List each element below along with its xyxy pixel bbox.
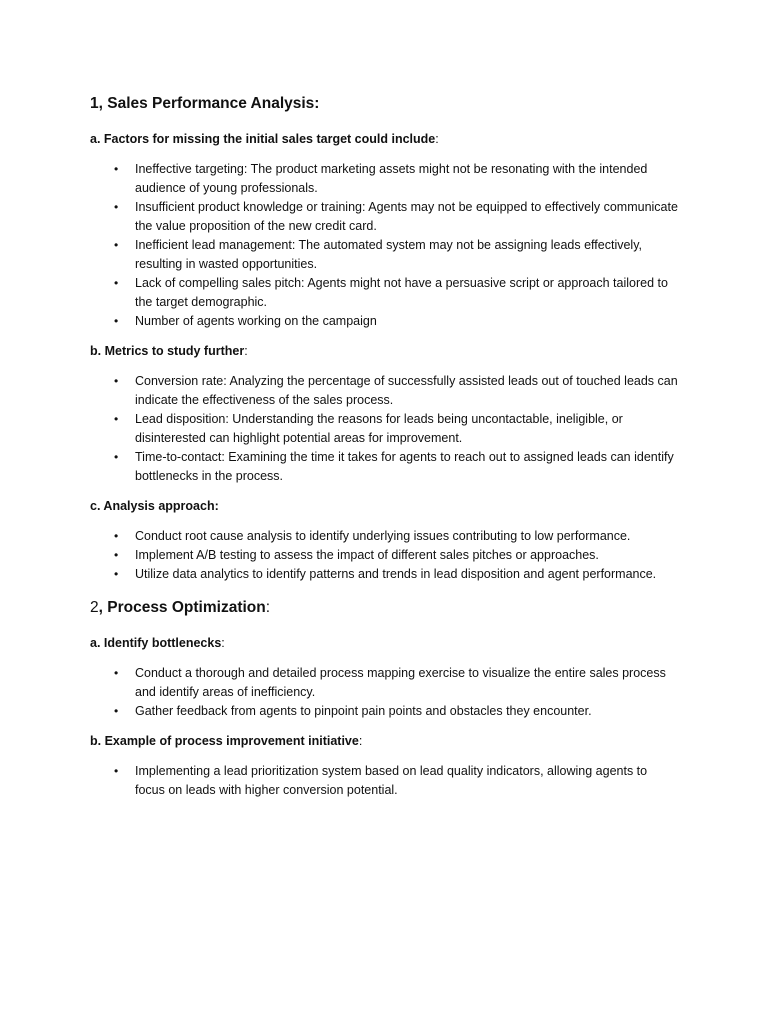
section-2-title: , Process Optimization <box>98 599 266 616</box>
list-item <box>90 312 680 331</box>
list-item <box>90 198 680 236</box>
section-1b-heading <box>90 343 690 360</box>
document-page <box>90 94 690 812</box>
section-1a-colon: : <box>435 132 439 146</box>
bullet-icon: • <box>114 548 119 562</box>
section-1-heading <box>90 94 690 114</box>
bullet-icon: • <box>114 238 119 252</box>
list-item <box>90 702 680 721</box>
section-2a-heading-text: a. Identify bottlenecks <box>90 636 222 650</box>
section-2b-colon: : <box>358 734 363 748</box>
list-item-text: Utilize data analytics to identify patterns and trends in lead disposition and agent performance. <box>135 567 657 581</box>
section-2-colon: : <box>265 599 271 616</box>
section-1c-heading-text: c. Analysis approach: <box>90 499 219 513</box>
section-2-heading <box>90 598 690 618</box>
list-item <box>90 410 680 448</box>
list-item-text: Ineffective targeting: The product marketing assets might not be resonating with the intended audience of young professionals. <box>135 162 648 195</box>
bullet-icon: • <box>114 412 119 426</box>
bullet-icon: • <box>114 200 119 214</box>
bullet-icon: • <box>114 276 119 290</box>
list-item <box>90 664 680 702</box>
list-item-text: Insufficient product knowledge or training: Agents may not be equipped to effectively communicate the value proposition of the new credit card. <box>135 200 678 233</box>
section-1-title: , Sales Performance Analysis: <box>98 95 320 112</box>
section-1b-colon: : <box>244 344 248 358</box>
list-item-text: Inefficient lead management: The automated system may not be assigning leads effectively, resulting in wasted opportunities. <box>135 238 643 271</box>
section-1c-list <box>90 527 690 584</box>
bullet-icon: • <box>114 314 119 328</box>
list-item <box>90 546 680 565</box>
bullet-icon: • <box>114 374 119 388</box>
list-item <box>90 527 680 546</box>
list-item-text: Conduct a thorough and detailed process mapping exercise to visualize the entire sales process and identify areas of inefficiency. <box>135 666 666 699</box>
section-1a-list <box>90 160 690 331</box>
bullet-icon: • <box>114 764 119 778</box>
list-item-text: Time-to-contact: Examining the time it takes for agents to reach out to assigned leads can identify bottlenecks in the process. <box>135 450 674 483</box>
section-1b-list <box>90 372 690 486</box>
list-item-text: Number of agents working on the campaign <box>135 314 377 328</box>
section-2b-heading-text: b. Example of process improvement initiative <box>90 734 359 748</box>
section-2-number: 2 <box>90 599 99 616</box>
list-item-text: Conduct root cause analysis to identify underlying issues contributing to low performance. <box>135 529 631 543</box>
list-item-text: Lack of compelling sales pitch: Agents might not have a persuasive script or approach tailored to the target demographic. <box>135 276 668 309</box>
section-1c-heading <box>90 498 690 515</box>
section-2b-list <box>90 762 690 800</box>
section-2a-colon: : <box>221 636 225 650</box>
section-2a-list <box>90 664 690 721</box>
bullet-icon: • <box>114 162 119 176</box>
bullet-icon: • <box>114 666 119 680</box>
list-item <box>90 762 680 800</box>
list-item <box>90 372 680 410</box>
list-item-text: Lead disposition: Understanding the reasons for leads being uncontactable, ineligible, or disinterested can highlight potential areas for improvement. <box>135 412 623 445</box>
bullet-icon: • <box>114 529 119 543</box>
list-item <box>90 565 680 584</box>
section-1-number: 1 <box>90 95 99 112</box>
section-1b-heading-text: b. Metrics to study further <box>90 344 245 358</box>
list-item-text: Implementing a lead prioritization system based on lead quality indicators, allowing agents to focus on leads with higher conversion potential. <box>135 764 648 797</box>
list-item-text: Implement A/B testing to assess the impact of different sales pitches or approaches. <box>135 548 599 562</box>
list-item-text: Gather feedback from agents to pinpoint pain points and obstacles they encounter. <box>135 704 592 718</box>
list-item <box>90 448 680 486</box>
bullet-icon: • <box>114 567 119 581</box>
bullet-icon: • <box>114 704 119 718</box>
list-item <box>90 160 680 198</box>
section-2b-heading <box>90 733 690 750</box>
list-item <box>90 274 680 312</box>
list-item-text: Conversion rate: Analyzing the percentage of successfully assisted leads out of touched leads can indicate the effectiveness of the sales process. <box>135 374 678 407</box>
list-item <box>90 236 680 274</box>
bullet-icon: • <box>114 450 119 464</box>
section-2a-heading <box>90 635 690 652</box>
section-1a-heading-text: a. Factors for missing the initial sales target could include <box>90 132 436 146</box>
section-1a-heading <box>90 131 690 148</box>
